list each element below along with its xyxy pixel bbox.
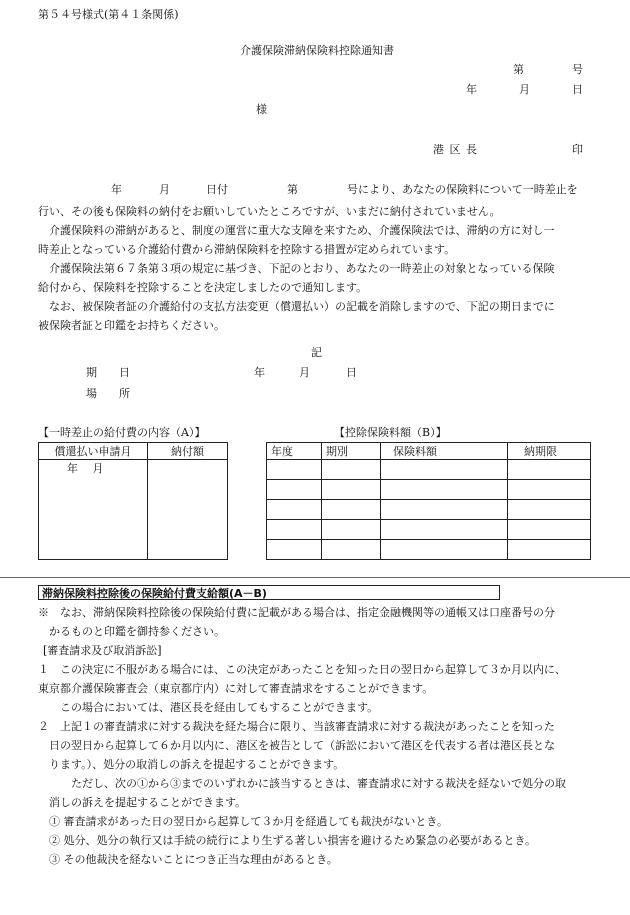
summary-box: 滞納保険料控除後の保険給付費支給額(A－B): [38, 585, 500, 600]
note-line1: ※ なお、滞納保険料控除後の保険給付費に記載がある場合は、指定金融機関等の通帳又は口座番号の分: [38, 606, 555, 619]
table-b-header-due: 納期限: [508, 443, 591, 460]
kijitsu-label: 期 日: [86, 366, 130, 379]
table-a-header-month: 償還払い申請月: [39, 443, 148, 460]
table-a: [38, 442, 228, 560]
table-b-caption: 【控除保険料額（B）】: [334, 426, 447, 439]
item2-line3: ります。）、処分の取消しの訴えを提起することができます。: [49, 758, 345, 771]
body-paragraphs: [38, 202, 606, 335]
item2-line4: ただし、次の①から③までのいずれかに該当するときは、審査請求に対する裁決を経ないで処分の取: [71, 777, 566, 790]
ki-month: 月: [299, 366, 310, 379]
table-row: [267, 540, 591, 560]
condition-1: ① 審査請求があった日の翌日から起算して３か月を経過しても裁決がないとき。: [49, 815, 448, 828]
notice-section: [38, 603, 606, 869]
table-a-header-amount: 納付額: [148, 443, 228, 460]
item1-line2: 東京都介護保険審査会（東京都庁内）に対して審査請求をすることができます。: [38, 682, 434, 695]
condition-3: ③ その他裁決を経ないことにつき正当な理由があるとき。: [49, 853, 338, 866]
table-row: [267, 500, 591, 520]
addressee-sama: 様: [256, 103, 267, 116]
p4-line1: なお、被保険者証の介護給付の支払方法変更（償還払い）の記載を消除しますので、下記の期日までに: [49, 300, 555, 313]
item2-line5: 消しの訴えを提起することができます。: [49, 796, 247, 809]
p3-line2: 給付から、保険料を控除することを決定しましたので通知します。: [38, 281, 368, 294]
note-line2: かるものと印鑑を御持参ください。: [49, 625, 225, 638]
item2-line2: 日の翌日から起算して６か月以内に、港区を被告として（訴訟において港区を代表する者は港区長とな: [49, 739, 555, 752]
form-number: 第５４号様式(第４１条関係): [38, 8, 179, 21]
date-month: 月: [519, 83, 530, 96]
basho-label: 場 所: [86, 387, 130, 400]
ref-month: 月: [159, 183, 170, 196]
document-title: 介護保険滞納保険料控除通知書: [240, 44, 394, 57]
p2-line2: 時差止となっている介護給付費から滞納保険料を控除する措置が定められています。: [38, 243, 456, 256]
table-b-header-period: 期別: [322, 443, 381, 460]
table-b: [266, 442, 591, 560]
number-dai: 第: [513, 63, 524, 76]
item1-line3: この場合においては、港区長を経由してもすることができます。: [60, 701, 379, 714]
item1-line1: １ この決定に不服がある場合には、この決定があったことを知った日の翌日から起算して３か月以内に、: [38, 663, 566, 676]
ref-date: 日付: [206, 183, 228, 196]
condition-2: ② 処分、処分の執行又は手続の続行により生ずる著しい損害を避けるため緊急の必要があるとき。: [49, 834, 537, 847]
table-a-caption: 【一時差止の給付費の内容（A）】: [38, 426, 206, 439]
number-go: 号: [572, 63, 583, 76]
sender-name: 港 区 長: [433, 143, 478, 156]
table-b-header-year: 年度: [267, 443, 322, 460]
ref-year: 年: [111, 183, 122, 196]
ki-day: 日: [346, 366, 357, 379]
date-year: 年: [466, 83, 477, 96]
p2-line1: 介護保険料の滞納があると、制度の運営に重大な支障を来すため、介護保険法では、滞納の方に対し一: [49, 224, 555, 237]
ref-dai: 第: [287, 183, 298, 196]
table-row: [267, 460, 591, 480]
p1-continuation: 行い、その後も保険料の納付をお願いしていたところですが、いまだに納付されていません。: [38, 205, 501, 218]
table-a-cell-month: 年 月: [39, 460, 148, 560]
table-b-header-premium: 保険料額: [381, 443, 508, 460]
p4-line2: 被保険者証と印鑑をお持ちください。: [38, 319, 225, 332]
ki-year: 年: [254, 366, 265, 379]
p3-line1: 介護保険法第６７条第３項の規定に基づき、下記のとおり、あなたの一時差止の対象となっている保険: [49, 262, 555, 275]
date-day: 日: [572, 83, 583, 96]
table-a-cell-amount: [148, 460, 228, 560]
ki-label: 記: [311, 346, 322, 359]
item2-line1: ２ 上記１の審査請求に対する裁決を経た場合に限り、当該審査請求に対する裁決があったことを知った: [38, 720, 555, 733]
seal-mark: 印: [572, 143, 583, 156]
table-row: [267, 520, 591, 540]
ref-rest: 号により、あなたの保険料について一時差止を: [347, 183, 578, 196]
section-heading: [審査請求及び取消訴訟]: [43, 644, 162, 657]
section-divider: [0, 577, 630, 578]
table-row: [267, 480, 591, 500]
